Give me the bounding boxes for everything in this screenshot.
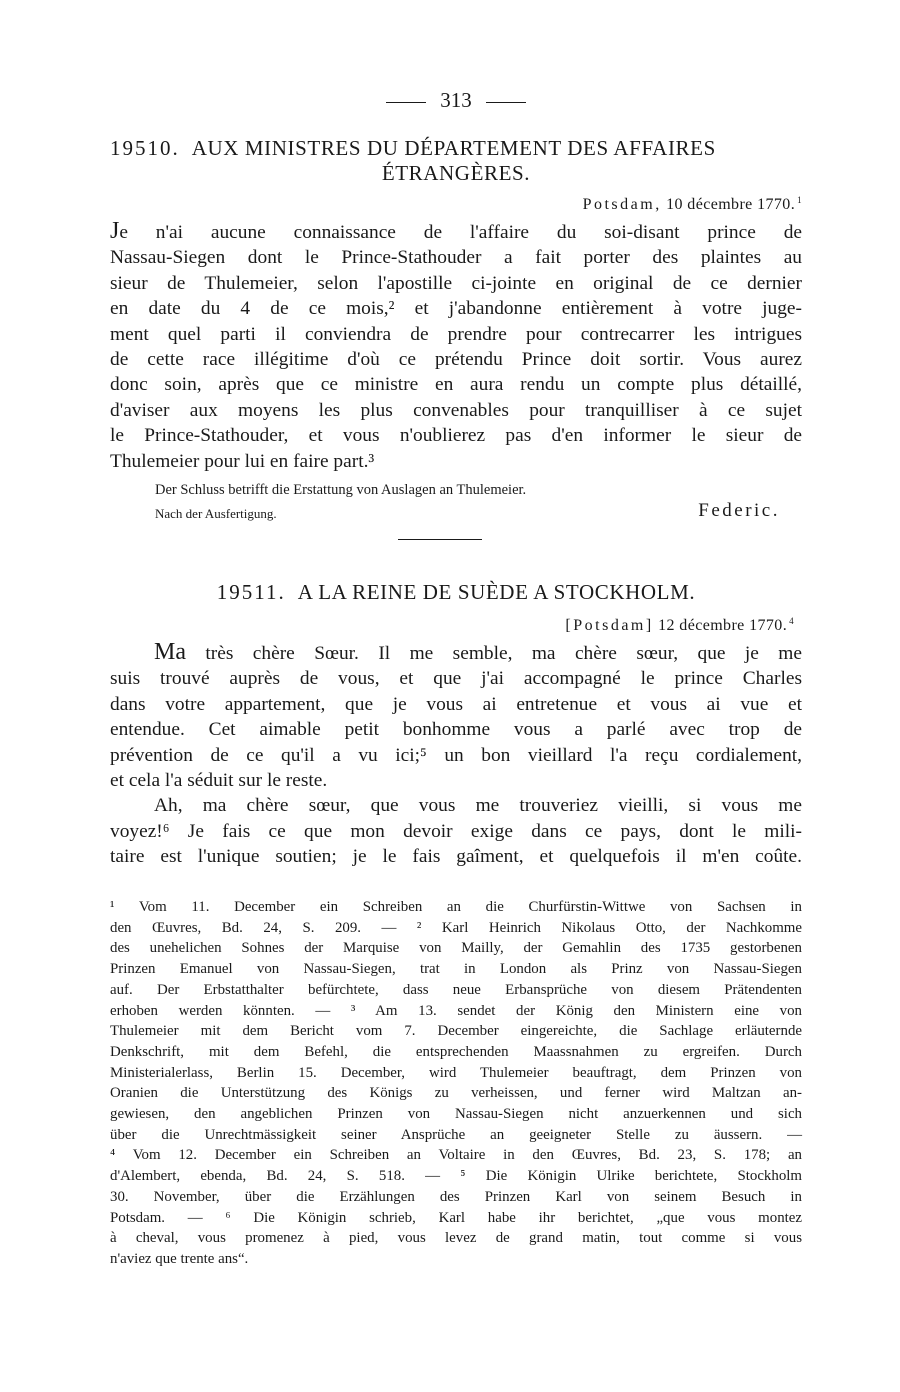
dateline-date: 10 décembre 1770.	[666, 196, 796, 213]
footnote-line: Denkschrift, mit dem Befehl, die entsprechenden Maassnahmen zu ergreifen. Durch	[110, 1043, 802, 1060]
letter-title	[110, 580, 802, 605]
letter-body	[110, 219, 802, 474]
letter-body	[110, 640, 802, 870]
dateline	[110, 190, 802, 215]
footnote-line: gewiesen, den angeblichen Prinzen von Nassau-Siegen nicht anzuerkennen und sich	[110, 1106, 802, 1123]
initial-letter: Ma	[154, 639, 186, 665]
footnote-line: à cheval, vous promenez à pied, vous levez de grand matin, tout comme si vous	[110, 1230, 802, 1247]
dateline-footnote-ref: 1	[797, 195, 802, 205]
body-line: ment quel parti il conviendra de prendre pour contrecarrer les intrigues	[110, 323, 802, 345]
body-line: taire est l'unique soutien; je le fais gaîment, et quelquefois il m'en coûte.	[110, 846, 802, 868]
footnote-line: des unehelichen Sohnes der Marquise von Mailly, der Gemahlin des 1735 gestorbenen	[110, 940, 802, 957]
footnotes	[110, 897, 802, 1270]
footnote-line: den Œuvres, Bd. 24, S. 209. — ² Karl Heinrich Nikolaus Otto, der Nachkomme	[110, 919, 802, 936]
body-line: le Prince-Stathouder, et vous n'oublierez pas d'en informer le sieur de	[110, 425, 802, 447]
footnote-line: 30. November, über die Erzählungen des Prinzen Karl von seinem Besuch in	[110, 1188, 802, 1205]
body-line: de cette race illégitime d'où ce prétendu Prince doit sortir. Vous aurez	[110, 349, 802, 371]
header-rule-left	[386, 102, 426, 103]
body-line: donc soin, après que ce ministre en aura rendu un compte plus détaillé,	[110, 374, 802, 396]
dateline-place: Potsdam,	[582, 196, 662, 213]
signature: Federic.	[698, 500, 780, 522]
body-line	[110, 219, 802, 245]
footnote-line: ¹ Vom 11. December ein Schreiben an die Churfürstin-Wittwe von Sachsen in	[110, 899, 802, 915]
letter-number: 19510.	[110, 136, 180, 160]
body-line: et cela l'a séduit sur le reste.	[110, 770, 328, 792]
source-line	[110, 500, 802, 528]
initial-letter: J	[110, 218, 120, 244]
footnote-line: ⁴ Vom 12. December ein Schreiben an Voltaire in den Œuvres, Bd. 23, S. 178; an	[110, 1147, 802, 1164]
letter-number: 19511.	[216, 580, 286, 604]
body-line: entendue. Cet aimable petit bonhomme vous a parlé avec trop de	[110, 719, 802, 741]
paragraph-2	[110, 793, 802, 869]
dateline	[110, 611, 802, 636]
body-line: d'aviser aux moyens les plus convenables pour tranquilliser à ce sujet	[110, 399, 802, 421]
letter-title	[110, 136, 802, 161]
body-line: prévention de ce qu'il a vu ici;⁵ un bon vieillard l'a reçu cordialement,	[110, 744, 802, 766]
body-line	[110, 640, 802, 666]
page-header	[110, 88, 802, 113]
title-text: A LA REINE DE SUÈDE A STOCKHOLM.	[297, 580, 696, 604]
line-rest: très chère Sœur. Il me semble, ma chère sœur, que je me	[186, 643, 802, 664]
dateline-place: [Potsdam]	[565, 617, 654, 634]
footnote-line: Prinzen Emanuel von Nassau-Siegen, trat in London als Prinz von Nassau-Siegen	[110, 961, 802, 978]
body-line: dans votre appartement, que je vous ai entretenue et vous ai vue et	[110, 693, 802, 715]
footnote-line: Oranien die Unterstützung des Königs zu verheissen, und ferner wird Maltzan an-	[110, 1085, 802, 1102]
closing-note: Der Schluss betrifft die Erstattung von Auslagen an Thulemeier.	[155, 482, 527, 499]
body-line: Nassau-Siegen dont le Prince-Stathouder a fait porter des plaintes au	[110, 247, 802, 269]
dateline-footnote-ref: 4	[789, 616, 794, 626]
title-line-2: ÉTRANGÈRES.	[381, 161, 531, 185]
letter-19511	[110, 580, 802, 870]
letter-19510	[110, 136, 802, 528]
page-number: 313	[440, 88, 472, 112]
body-line: Ah, ma chère sœur, que vous me trouveriez vieilli, si vous me	[154, 795, 802, 817]
section-divider	[398, 539, 482, 540]
dateline-date: 12 décembre 1770.	[658, 617, 788, 634]
body-line: Thulemeier pour lui en faire part.³	[110, 450, 375, 472]
body-line: sieur de Thulemeier, selon l'apostille ci-jointe en original de ce dernier	[110, 272, 802, 294]
source-note: Nach der Ausfertigung.	[155, 506, 277, 522]
footnote-line: erhoben werden könnten. — ³ Am 13. sendet der König den Ministern eine von	[110, 1002, 802, 1019]
header-rule-right	[486, 102, 526, 103]
paragraph-1	[110, 640, 802, 793]
footnote-line: Thulemeier mit dem Bericht vom 7. December eingereichte, die Sachlage erläuternde	[110, 1023, 802, 1040]
body-line: voyez!⁶ Je fais ce que mon devoir exige dans ce pays, dont le mili-	[110, 820, 802, 842]
title-line-1: AUX MINISTRES DU DÉPARTEMENT DES AFFAIRES	[191, 136, 716, 160]
body-line: suis trouvé auprès de vous, et que j'ai accompagné le prince Charles	[110, 668, 802, 690]
footnote-line: n'aviez que trente ans“.	[110, 1250, 249, 1267]
footnote-line: Potsdam. — ⁶ Die Königin schrieb, Karl habe ihr berichtet, „que vous montez	[110, 1209, 802, 1226]
footnote-line: Ministerialerlass, Berlin 15. December, wird Thulemeier beauftragt, dem Prinzen von	[110, 1064, 802, 1081]
footnote-line: über die Unrechtmässigkeit seiner Ansprüche an geeigneter Stelle zu äussern. —	[110, 1126, 802, 1143]
footnote-line: d'Alembert, ebenda, Bd. 24, S. 518. — ⁵ Die Königin Ulrike berichtete, Stockholm	[110, 1168, 802, 1185]
body-line: en date du 4 de ce mois,² et j'abandonne entièrement à votre juge-	[110, 298, 802, 320]
line-rest: e n'ai aucune connaissance de l'affaire du soi-disant prince de	[119, 222, 802, 243]
footnote-line: auf. Der Erbstatthalter befürchtete, dass neue Erbansprüche von diesem Prätendenten	[110, 981, 802, 998]
